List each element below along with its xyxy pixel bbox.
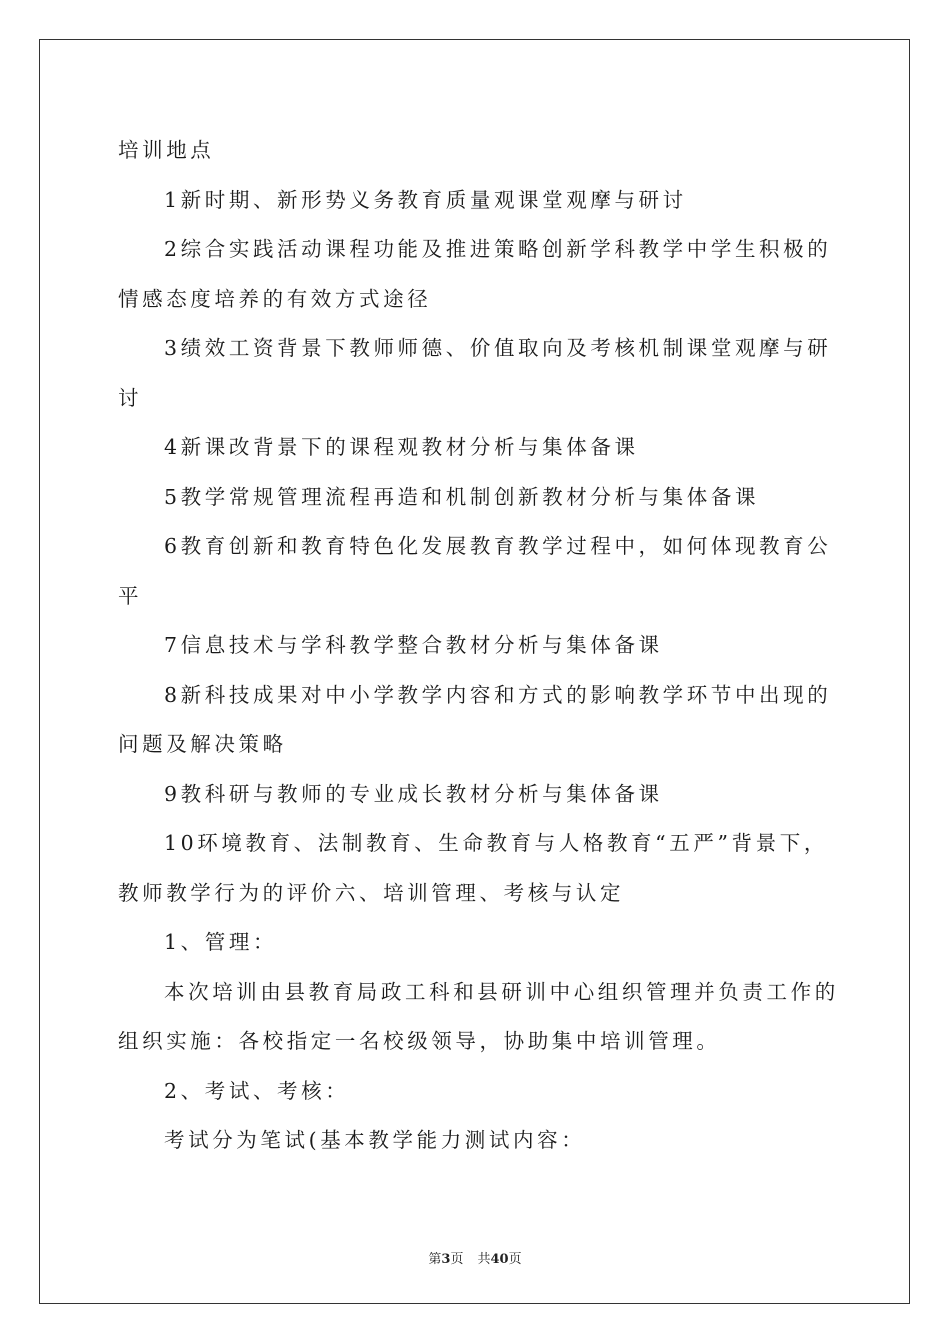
text-line: 平 bbox=[118, 583, 143, 608]
text-line: 组织实施：各校指定一名校级领导，协助集中培训管理。 bbox=[118, 1029, 721, 1053]
text-line: 1、管理： bbox=[164, 930, 278, 954]
text-line: 4新课改背景下的课程观教材分析与集体备课 bbox=[164, 435, 639, 459]
text-line: 情感态度培养的有效方式途径 bbox=[118, 286, 432, 311]
total-suffix: 页 bbox=[508, 1252, 522, 1267]
text-line: 2综合实践活动课程功能及推进策略创新学科教学中学生积极的 bbox=[164, 237, 832, 261]
text-line: 6教育创新和教育特色化发展教育教学过程中，如何体现教育公 bbox=[164, 534, 832, 558]
total-prefix: 共 bbox=[477, 1252, 491, 1267]
text-line: 培训地点 bbox=[118, 138, 215, 162]
text-line: 1新时期、新形势义务教育质量观课堂观摩与研讨 bbox=[164, 187, 687, 212]
text-line: 问题及解决策略 bbox=[118, 732, 287, 756]
page-prefix: 第 bbox=[428, 1252, 442, 1267]
document-body bbox=[118, 126, 838, 1166]
text-line: 8新科技成果对中小学教学内容和方式的影响教学环节中出现的 bbox=[164, 682, 832, 707]
text-line: 教师教学行为的评价六、培训管理、考核与认定 bbox=[118, 880, 625, 905]
page-suffix: 页 bbox=[450, 1252, 464, 1267]
text-line: 10环境教育、法制教育、生命教育与人格教育“五严”背景下， bbox=[164, 831, 828, 855]
page-footer bbox=[0, 1248, 950, 1267]
text-line: 3绩效工资背景下教师师德、价值取向及考核机制课堂观摩与研 bbox=[164, 336, 832, 360]
text-line: 9教科研与教师的专业成长教材分析与集体备课 bbox=[164, 781, 663, 806]
text-line: 2、考试、考核： bbox=[164, 1078, 350, 1103]
text-line: 5教学常规管理流程再造和机制创新教材分析与集体备课 bbox=[164, 484, 760, 509]
text-line: 考试分为笔试(基本教学能力测试内容： bbox=[164, 1128, 586, 1152]
total-pages: 40 bbox=[490, 1252, 509, 1267]
text-line: 7信息技术与学科教学整合教材分析与集体备课 bbox=[164, 633, 663, 657]
page-number: 3 bbox=[441, 1252, 451, 1267]
text-line: 讨 bbox=[118, 385, 143, 410]
text-line: 本次培训由县教育局政工科和县研训中心组织管理并负责工作的 bbox=[164, 979, 839, 1004]
